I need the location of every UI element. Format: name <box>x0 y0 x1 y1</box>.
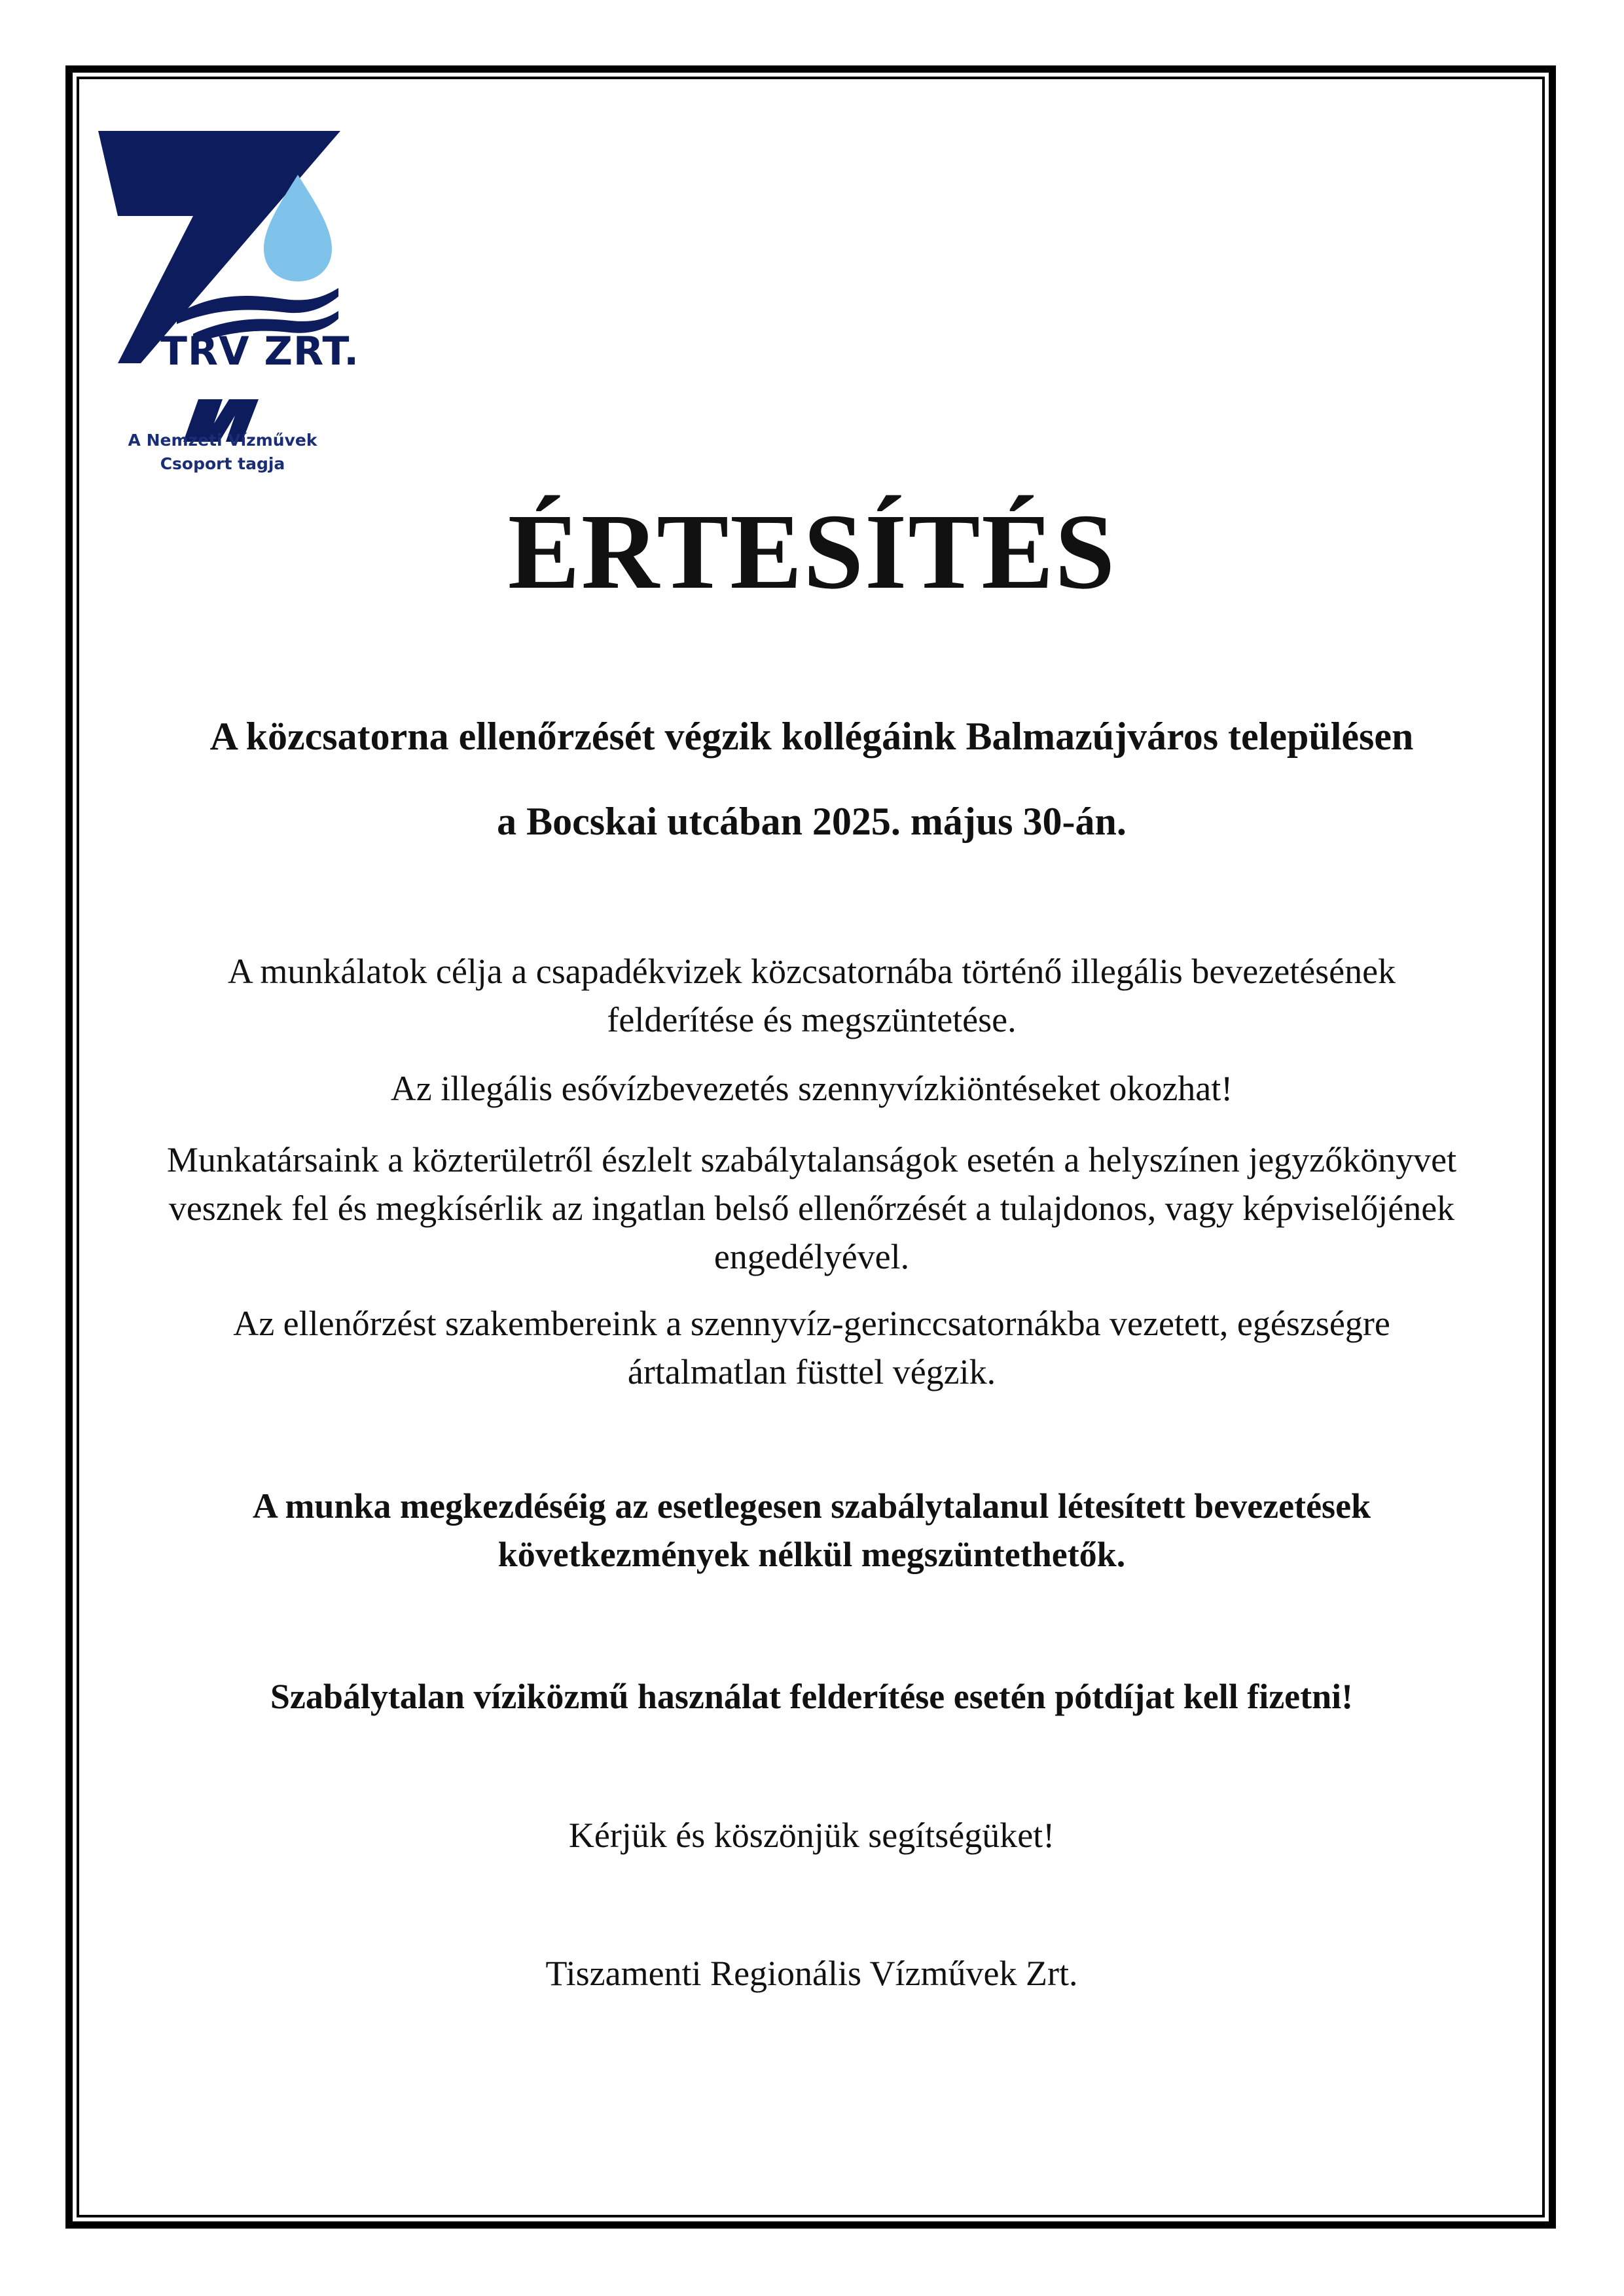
thanks-line: Kérjük és köszönjük segítségüket! <box>568 1816 1055 1855</box>
procedure-line-2: vesznek fel és megkísérlik az ingatlan belső ellenőrzését a tulajdonos, vagy képviselőjének <box>168 1189 1455 1228</box>
method-line-2: ártalmatlan füsttel végzik. <box>627 1352 996 1391</box>
signature-line: Tiszamenti Regionális Vízművek Zrt. <box>545 1954 1078 1993</box>
brand-name: TRV ZRT. <box>160 329 360 374</box>
purpose-line-1: A munkálatok célja a csapadékvizek közcsatornába történő illegális bevezetésének <box>227 952 1396 991</box>
procedure-line-1: Munkatársaink a közterületről észlelt szabálytalanságok esetén a helyszínen jegyzőkönyvet <box>166 1140 1457 1179</box>
grace-notice-line-2: következmények nélkül megszüntethetők. <box>497 1535 1126 1574</box>
fee-warning: Szabálytalan víziközmű használat felderítése esetén pótdíjat kell fizetni! <box>270 1677 1354 1716</box>
grace-notice <box>92 1482 1532 1579</box>
lead-line-2: a Bocskai utcában 2025. május 30-án. <box>497 800 1127 843</box>
procedure-paragraph <box>92 1136 1532 1281</box>
method-line-1: Az ellenőrzést szakembereink a szennyvíz-gerinccsatornákba vezetett, egészségre <box>233 1304 1390 1343</box>
notice-title: ÉRTESÍTÉS <box>507 492 1117 611</box>
purpose-line-2: felderítése és megszüntetése. <box>607 1000 1017 1039</box>
method-paragraph <box>92 1299 1532 1396</box>
grace-notice-line-1: A munka megkezdéséig az esetlegesen szabálytalanul létesített bevezetések <box>252 1486 1371 1526</box>
lead-line-1: A közcsatorna ellenőrzését végzik kollégáink Balmazújváros településen <box>209 715 1414 758</box>
group-membership-line2: Csoport tagja <box>160 454 285 473</box>
warning-paragraph: Az illegális esővízbevezetés szennyvízkiöntéseket okozhat! <box>390 1069 1233 1108</box>
group-membership-line1: A Nemzeti Vízművek <box>128 431 317 450</box>
procedure-line-3: engedélyével. <box>713 1237 910 1276</box>
purpose-paragraph <box>92 947 1532 1044</box>
